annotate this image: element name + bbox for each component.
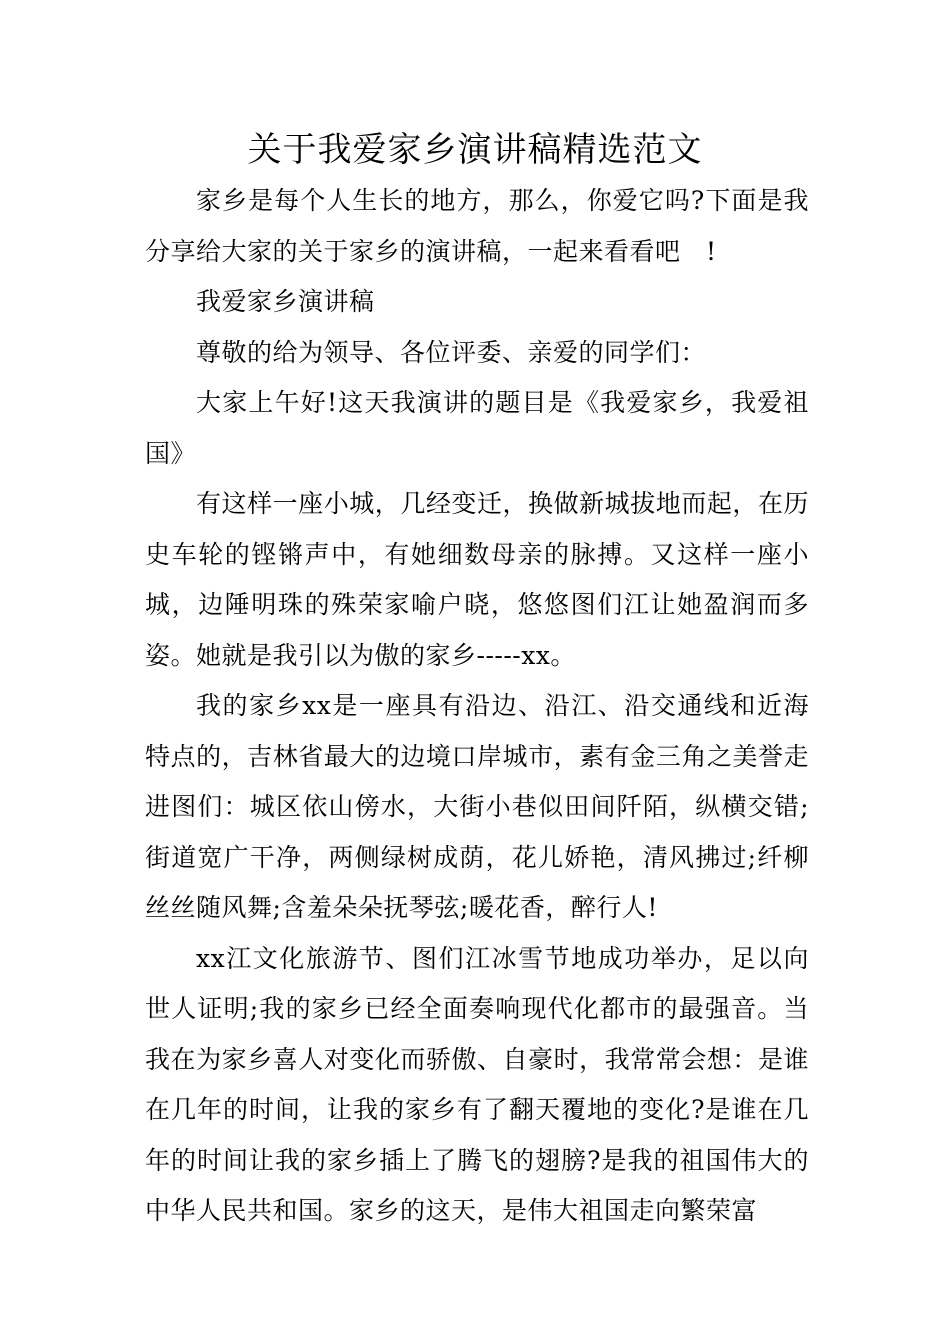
- paragraph-salutation: 尊敬的给为领导、各位评委、亲爱的同学们：: [196, 337, 707, 367]
- document-title: 关于我爱家乡演讲稿精选范文: [247, 130, 703, 170]
- paragraph-intro: 家乡是每个人生长的地方，那么，你爱它吗?下面是我分享给大家的关于家乡的演讲稿，一起来看看吧 !: [145, 186, 809, 266]
- paragraph-festival: xx江文化旅游节、图们江冰雪节地成功举办，足以向世人证明;我的家乡已经全面奏响现代化都市的最强音。当我在为家乡喜人对变化而骄傲、自豪时，我常常会想：是谁在几年的时间，让我的家乡有了翻天覆地的变化?是谁在几年的时间让我的家乡插上了腾飞的翅膀?是我的祖国伟大的中华人民共和国。家乡的这天，是伟大祖国走向繁荣富: [145, 943, 809, 1225]
- paragraph-hometown: 我的家乡xx是一座具有沿边、沿江、沿交通线和近海特点的，吉林省最大的边境口岸城市，素有金三角之美誉走进图们：城区依山傍水，大街小巷似田间阡陌，纵横交错;街道宽广干净，两侧绿树成荫，花儿娇艳，清风拂过;纤柳丝丝随风舞;含羞朵朵抚琴弦;暖花香，醉行人!: [145, 691, 809, 922]
- paragraph-heading: 我爱家乡演讲稿: [196, 287, 375, 316]
- paragraph-city: 有这样一座小城，几经变迁，换做新城拔地而起，在历史车轮的铿锵声中，有她细数母亲的脉搏。又这样一座小城，边陲明珠的殊荣家喻户晓，悠悠图们江让她盈润而多姿。她就是我引以为傲的家乡-----xx。: [145, 489, 809, 670]
- document-body: [145, 176, 809, 1237]
- paragraph-greeting: 大家上午好!这天我演讲的题目是《我爱家乡，我爱祖国》: [145, 388, 809, 468]
